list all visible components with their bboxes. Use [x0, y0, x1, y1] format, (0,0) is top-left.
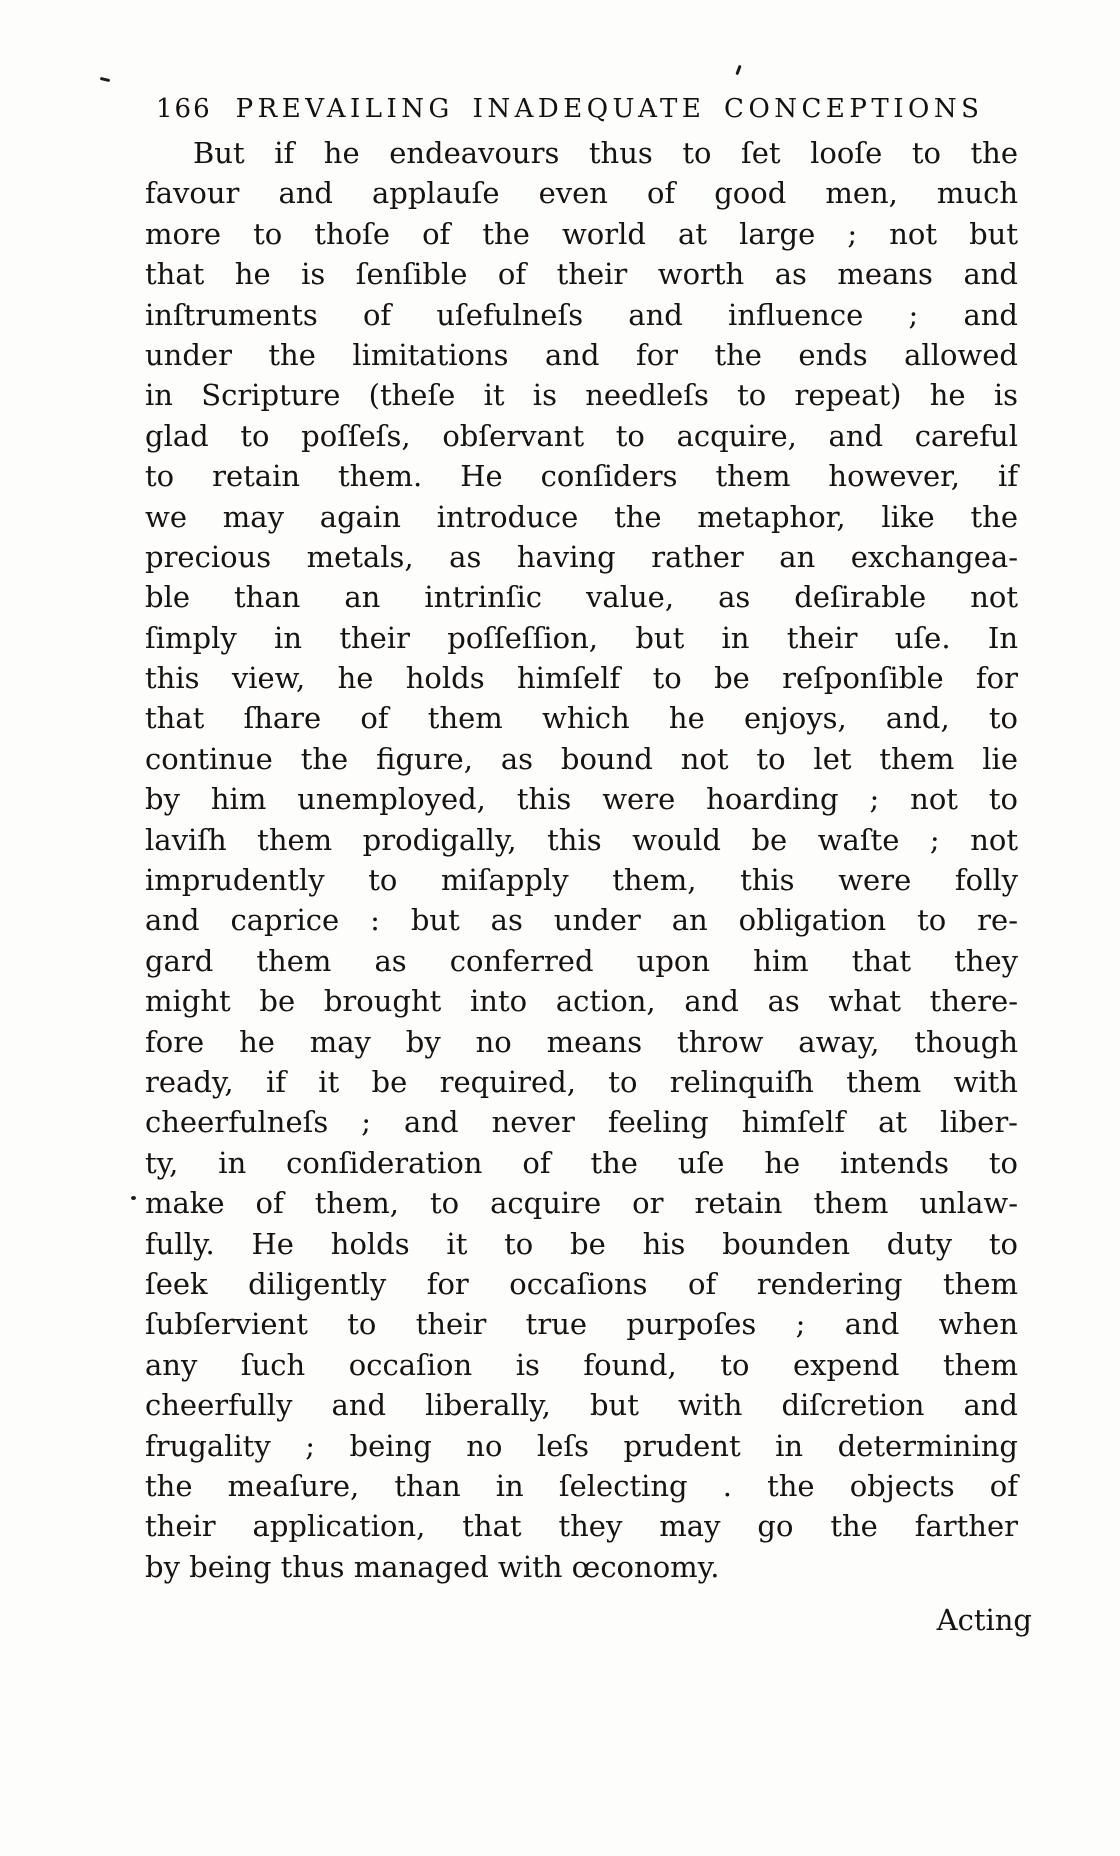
paragraph: [145, 133, 1018, 1587]
body-line: to retain them. He conſiders them however, if: [145, 459, 1018, 494]
body-line: by him unemployed, this were hoarding ; not to: [145, 782, 1018, 817]
body-line: we may again introduce the metaphor, like the: [145, 499, 1018, 534]
body-line: fore he may by no means throw away, though: [145, 1024, 1018, 1059]
body-line: more to thoſe of the world at large ; not but: [145, 216, 1018, 251]
body-line: might be brought into action, and as what there-: [145, 984, 1018, 1019]
body-line: continue the figure, as bound not to let them lie: [145, 741, 1018, 776]
body-line: in Scripture (theſe it is needleſs to repeat) he is: [145, 378, 1018, 413]
body-text: [145, 133, 1032, 1640]
body-line: the meaſure, than in ſelecting . the objects of: [145, 1468, 1018, 1503]
page-number: 166: [156, 94, 212, 124]
body-line: ſimply in their poſſeſſion, but in their uſe. In: [145, 620, 1018, 655]
body-line: glad to poſſeſs, obſervant to acquire, and careful: [145, 418, 1018, 453]
body-line: that he is ſenſible of their worth as means and: [145, 257, 1018, 292]
scan-artifact: [100, 77, 110, 82]
body-line: cheerfulneſs ; and never feeling himſelf at liber-: [145, 1105, 1018, 1140]
body-line: laviſh them prodigally, this would be waſte ; not: [145, 822, 1018, 857]
body-line: ble than an intrinſic value, as deſirable not: [145, 580, 1018, 615]
running-title: PREVAILING INADEQUATE CONCEPTIONS: [235, 94, 984, 124]
scan-artifact: [735, 65, 741, 75]
body-line: inſtruments of uſefulneſs and influence ; and: [145, 297, 1018, 332]
body-line: by being thus managed with œconomy.: [145, 1549, 720, 1584]
body-line: But if he endeavours thus to ſet looſe to the: [193, 136, 1018, 170]
body-line: any ſuch occaſion is found, to expend them: [145, 1347, 1018, 1382]
body-line: that ſhare of them which he enjoys, and, to: [145, 701, 1018, 736]
body-line: ſeek diligently for occaſions of rendering them: [145, 1266, 1018, 1301]
body-line: favour and applauſe even of good men, much: [145, 176, 1018, 211]
body-line: cheerfully and liberally, but with diſcretion and: [145, 1388, 1018, 1423]
body-line: their application, that they may go the farther: [145, 1509, 1018, 1544]
body-line: make of them, to acquire or retain them unlaw-: [145, 1186, 1018, 1221]
body-line: gard them as conferred upon him that they: [145, 943, 1018, 978]
body-line: ready, if it be required, to relinquiſh them with: [145, 1064, 1018, 1099]
body-line: ſubſervient to their true purpoſes ; and when: [145, 1307, 1018, 1342]
body-line: ty, in conſideration of the uſe he intends to: [145, 1145, 1018, 1180]
catchword: Acting: [936, 1603, 1032, 1638]
body-line: imprudently to miſapply them, this were folly: [145, 863, 1018, 898]
page-header: [156, 94, 983, 124]
body-line: fully. He holds it to be his bounden duty to: [145, 1226, 1018, 1261]
body-line: frugality ; being no leſs prudent in determining: [145, 1428, 1018, 1463]
body-line: this view, he holds himſelf to be reſponſible for: [145, 661, 1018, 696]
body-line: under the limitations and for the ends allowed: [145, 337, 1018, 372]
scan-artifact: [131, 1196, 136, 1200]
body-line: and caprice : but as under an obligation to re-: [145, 903, 1018, 938]
body-line: precious metals, as having rather an exchangea-: [145, 539, 1018, 574]
